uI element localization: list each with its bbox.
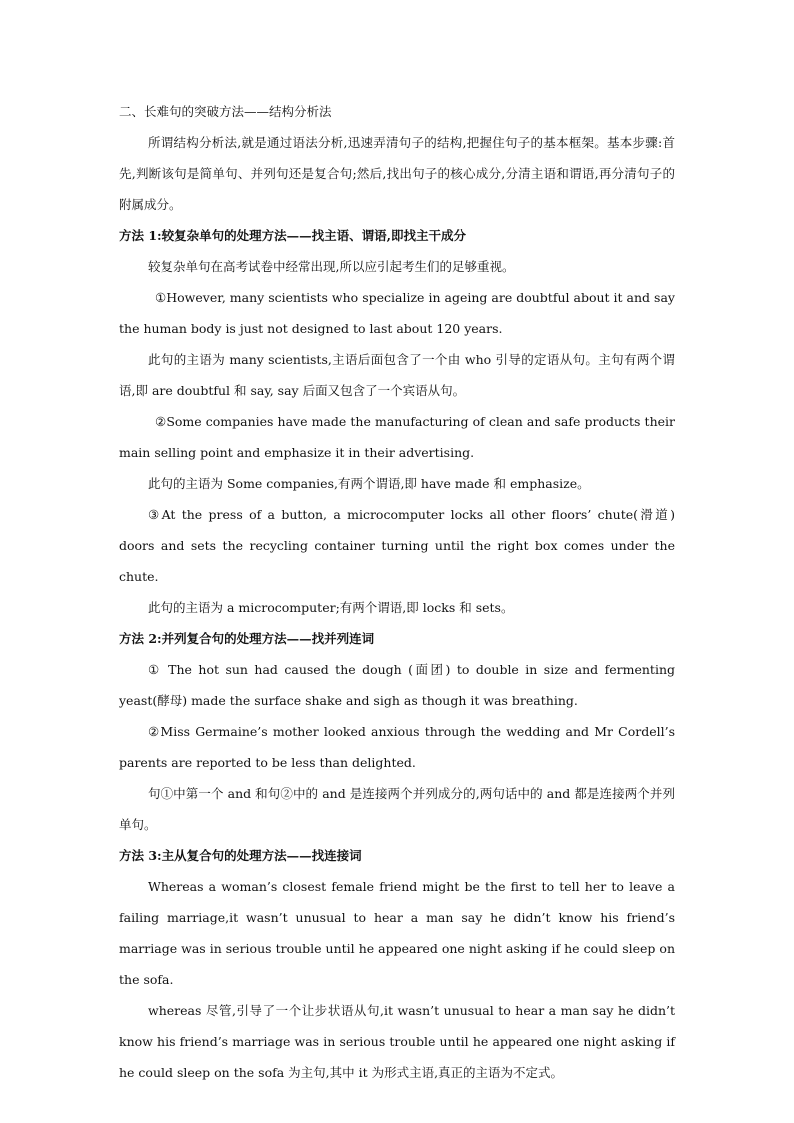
method-1-example-2: ②Some companies have made the manufacturing of clean and safe products their main selling point and emphasize it in their advertising. [119, 414, 675, 460]
method-3-example-1: Whereas a woman’s closest female friend might be the first to tell her to leave a failing marriage,it wasn’t unusual to hear a man say he didn’t know his friend’s marriage was in serious trouble until he appeared one night asking if he could sleep on the sofa. [119, 879, 675, 987]
method-2-title: 方法 2:并列复合句的处理方法——找并列连词 [119, 631, 375, 646]
method-1-title: 方法 1:较复杂单句的处理方法——找主语、谓语,即找主干成分 [119, 228, 467, 243]
method-1-example-1: ①However, many scientists who specialize in ageing are doubtful about it and say the human body is just not designed to last about 120 years. [119, 290, 675, 336]
intro-paragraph: 所谓结构分析法,就是通过语法分析,迅速弄清句子的结构,把握住句子的基本框架。基本步骤:首先,判断该句是简单句、并列句还是复合句;然后,找出句子的核心成分,分清主语和谓语,再分清句子的附属成分。 [119, 135, 675, 212]
method-1-example-3: ③At the press of a button, a microcomputer locks all other floors’ chute(滑道) doors and sets the recycling container turning until the right box comes under the chute. [119, 507, 675, 584]
method-2-example-2: ②Miss Germaine’s mother looked anxious through the wedding and Mr Cordell’s parents are reported to be less than delighted. [119, 724, 675, 770]
method-1-example-3-analysis: 此句的主语为 a microcomputer;有两个谓语,即 locks 和 sets。 [148, 600, 514, 615]
method-2-analysis: 句①中第一个 and 和句②中的 and 是连接两个并列成分的,两句话中的 and 都是连接两个并列单句。 [119, 786, 675, 832]
method-2-example-1: ① The hot sun had caused the dough (面团) to double in size and fermenting yeast(酵母) made the surface shake and sigh as though it was breathing. [119, 662, 675, 708]
method-3-title: 方法 3:主从复合句的处理方法——找连接词 [119, 848, 362, 863]
document-page [119, 96, 675, 1088]
method-3-analysis: whereas 尽管,引导了一个让步状语从句,it wasn’t unusual to hear a man say he didn’t know his friend’s marriage was in serious trouble until he appeared one night asking if he could sleep on the sofa 为主句,其中 it 为形式主语,真正的主语为不定式。 [119, 1003, 675, 1080]
method-1-note: 较复杂单句在高考试卷中经常出现,所以应引起考生们的足够重视。 [148, 259, 515, 274]
method-1-example-1-analysis: 此句的主语为 many scientists,主语后面包含了一个由 who 引导的定语从句。主句有两个谓语,即 are doubtful 和 say, say 后面又包含了一个宾语从句。 [119, 352, 675, 398]
section-title: 二、长难句的突破方法——结构分析法 [119, 104, 332, 119]
method-1-example-2-analysis: 此句的主语为 Some companies,有两个谓语,即 have made 和 emphasize。 [148, 476, 590, 491]
